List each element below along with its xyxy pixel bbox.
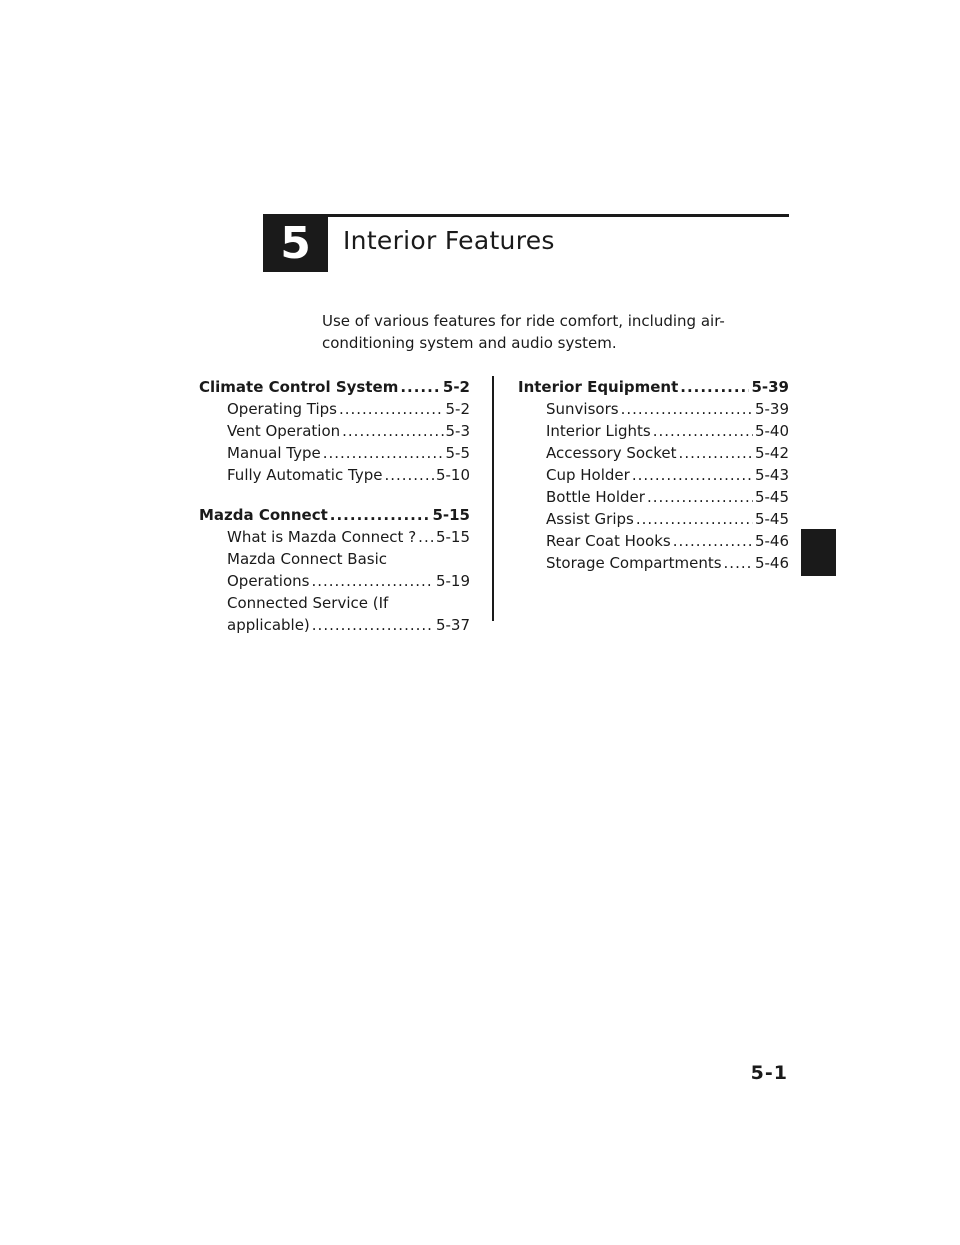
toc-entry-connected-service-line1[interactable]: Connected Service (If [227,594,389,612]
leader-dots [311,570,433,592]
toc-entry-page: 5-43 [754,466,789,484]
toc-entry-what-is-mazda-connect[interactable] [199,526,470,548]
toc-entry-page: 5-42 [754,444,789,462]
toc-entry-mazda-connect[interactable] [199,504,470,526]
toc-entry-mazda-connect-basic-line1[interactable]: Mazda Connect Basic [227,550,387,568]
toc-entry-page: 5-15 [432,506,470,524]
chapter-intro-line: Use of various features for ride comfort, including air- [322,312,725,330]
leader-dots [647,486,753,508]
toc-entry-page: 5-3 [445,422,470,440]
toc-entry-page: 5-40 [754,422,789,440]
toc-entry-page: 5-37 [435,616,470,634]
chapter-intro [322,310,742,354]
toc-section-climate-control [199,376,470,486]
leader-dots [636,508,753,530]
leader-dots [724,552,753,574]
toc-entry-title: Operating Tips [227,400,337,418]
toc-entry-title: Climate Control System [199,378,399,396]
toc-entry-page: 5-10 [435,466,470,484]
leader-dots [632,464,753,486]
toc-entry-title: What is Mazda Connect ? [227,528,417,546]
toc-entry-page: 5-15 [435,528,470,546]
toc-entry-title: Sunvisors [546,400,619,418]
leader-dots [679,442,753,464]
toc-entry-title: Operations [227,572,310,590]
page-number: 5-1 [750,1062,788,1084]
toc-entry-operating-tips[interactable] [199,398,470,420]
toc-entry-rear-coat-hooks[interactable] [518,530,789,552]
leader-dots [342,420,443,442]
toc-right-column [518,376,789,592]
toc-entry-title: Cup Holder [546,466,630,484]
leader-dots [673,530,753,552]
toc-entry-cup-holder[interactable] [518,464,789,486]
toc-entry-title: Vent Operation [227,422,341,440]
leader-dots [330,504,431,526]
toc-entry-interior-lights[interactable] [518,420,789,442]
toc-entry-title: Accessory Socket [546,444,677,462]
toc-entry-page: 5-39 [751,378,789,396]
leader-dots [680,376,749,398]
toc-entry-storage-compartments[interactable] [518,552,789,574]
toc-entry-title: Manual Type [227,444,321,462]
leader-dots [312,614,434,636]
chapter-title: Interior Features [343,226,555,255]
toc-entry-assist-grips[interactable] [518,508,789,530]
leader-dots [621,398,753,420]
leader-dots [339,398,444,420]
toc-entry-title: Bottle Holder [546,488,645,506]
leader-dots [653,420,753,442]
toc-entry-title: Mazda Connect [199,506,328,524]
toc-entry-page: 5-46 [754,532,789,550]
toc-entry-bottle-holder[interactable] [518,486,789,508]
toc-entry-manual-type[interactable] [199,442,470,464]
toc-entry-connected-service[interactable] [199,614,470,636]
chapter-tab-marker [801,529,836,576]
toc-entry-page: 5-39 [754,400,789,418]
toc-entry-title: Assist Grips [546,510,634,528]
leader-dots [418,526,434,548]
toc-entry-page: 5-45 [754,510,789,528]
leader-dots [400,376,441,398]
toc-entry-fully-automatic-type[interactable] [199,464,470,486]
toc-entry-interior-equipment[interactable] [518,376,789,398]
leader-dots [323,442,444,464]
toc-entry-vent-operation[interactable] [199,420,470,442]
chapter-number-box: 5 [263,214,328,272]
toc-entry-title: Storage Compartments [546,554,722,572]
toc-entry-page: 5-46 [754,554,789,572]
toc-entry-title: Interior Equipment [518,378,679,396]
toc-section-interior-equipment [518,376,789,574]
leader-dots [384,464,434,486]
toc-entry-accessory-socket[interactable] [518,442,789,464]
toc-entry-page: 5-45 [754,488,789,506]
toc-entry-page: 5-2 [445,400,470,418]
toc-left-column [199,376,470,654]
toc-entry-mazda-connect-basic-operations[interactable] [199,570,470,592]
column-divider [492,376,494,621]
toc-section-mazda-connect [199,504,470,636]
chapter-header-rule [263,214,789,217]
toc-entry-page: 5-5 [445,444,470,462]
toc-entry-title: Fully Automatic Type [227,466,383,484]
chapter-intro-line: conditioning system and audio system. [322,334,617,352]
toc-entry-title: applicable) [227,616,310,634]
toc-entry-title: Interior Lights [546,422,651,440]
toc-entry-climate-control-system[interactable] [199,376,470,398]
toc-entry-title: Rear Coat Hooks [546,532,671,550]
toc-entry-page: 5-19 [435,572,470,590]
toc-entry-sunvisors[interactable] [518,398,789,420]
toc-entry-page: 5-2 [442,378,470,396]
